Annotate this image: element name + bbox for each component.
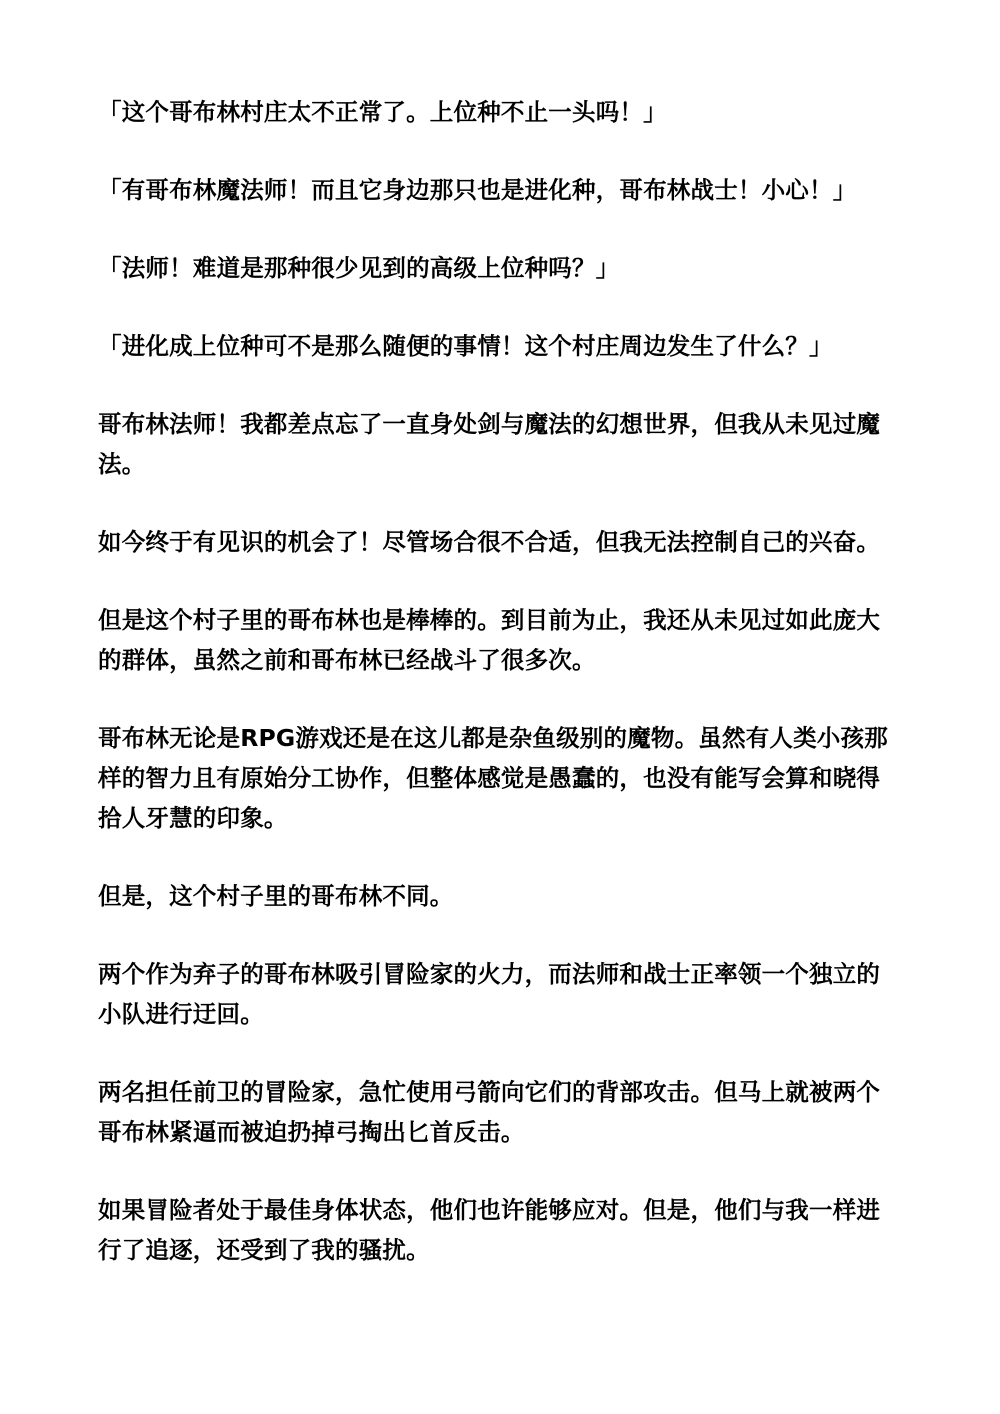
narration-paragraph-6: 两个作为弃子的哥布林吸引冒险家的火力，而法师和战士正率领一个独立的小队进行迂回。	[98, 960, 881, 1028]
dialogue-line-2: 「有哥布林魔法师！而且它身边那只也是进化种，哥布林战士！小心！」	[98, 176, 857, 204]
narration-paragraph-1: 哥布林法师！我都差点忘了一直身处剑与魔法的幻想世界，但我从未见过魔法。	[98, 410, 881, 478]
narration-paragraph-4: 哥布林无论是RPG游戏还是在这儿都是杂鱼级别的魔物。虽然有人类小孩那样的智力且有原始分工协作，但整体感觉是愚蠢的，也没有能写会算和晓得拾人牙慧的印象。	[98, 724, 888, 832]
narration-paragraph-8: 如果冒险者处于最佳身体状态，他们也许能够应对。但是，他们与我一样进行了追逐，还受到了我的骚扰。	[98, 1196, 881, 1264]
dialogue-line-4: 「进化成上位种可不是那么随便的事情！这个村庄周边发生了什么？」	[98, 332, 833, 360]
narration-paragraph-3: 但是这个村子里的哥布林也是棒棒的。到目前为止，我还从未见过如此庞大的群体，虽然之前和哥布林已经战斗了很多次。	[98, 606, 881, 674]
narration-paragraph-2: 如今终于有见识的机会了！尽管场合很不合适，但我无法控制自己的兴奋。	[98, 528, 881, 556]
dialogue-line-3: 「法师！难道是那种很少见到的高级上位种吗？」	[98, 254, 620, 282]
narration-paragraph-5: 但是，这个村子里的哥布林不同。	[98, 882, 454, 910]
narration-paragraph-7: 两名担任前卫的冒险家，急忙使用弓箭向它们的背部攻击。但马上就被两个哥布林紧逼而被迫扔掉弓掏出匕首反击。	[98, 1078, 881, 1146]
dialogue-line-1: 「这个哥布林村庄太不正常了。上位种不止一头吗！」	[98, 98, 667, 126]
